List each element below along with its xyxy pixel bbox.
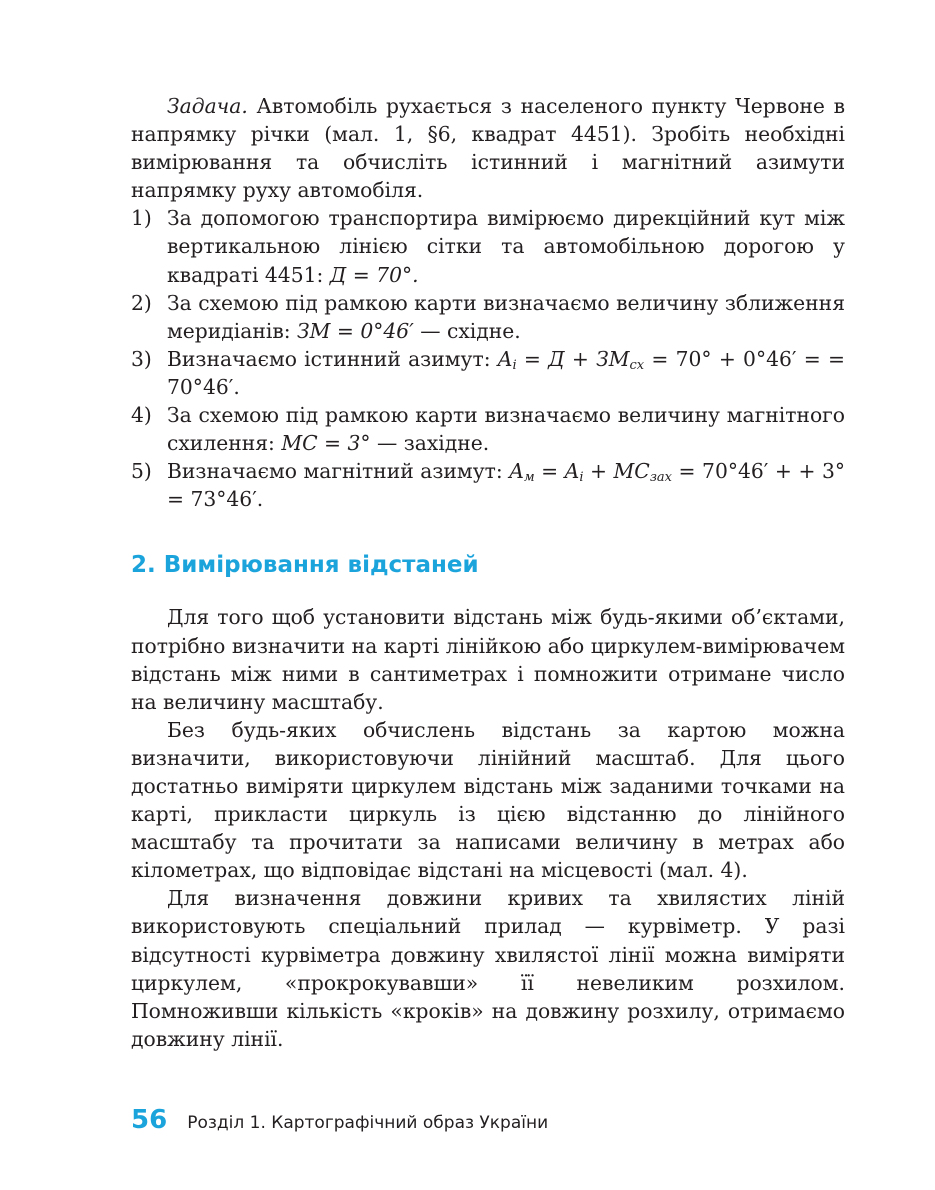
step-1 [131,204,845,288]
step-text: За схемою під рамкою карти визначаємо величину зближення меридіанів: [167,290,845,343]
step-4 [131,401,845,457]
section-paragraph-3: Для визначення довжини кривих та хвилястих ліній використовують спеціальний прилад — курвіметр. У разі відсутності курвіметра довжину хвилястої лінії можна виміряти циркулем, «прокрокувавши» її невеликим розхилом. Помноживши кількість «кроків» на довжину розхилу, отримаємо довжину лінії. [131,886,845,1051]
step-number: 5) [131,459,152,484]
step-text: За схемою під рамкою карти визначаємо величину магнітного схилення: [167,403,845,456]
task-text: Автомобіль рухається з населеного пункту Червоне в напрямку річки (мал. 1, §6, квадрат 4451). Зробіть необхідні вимірювання та обчисліть істинний і магнітний азимути напрямку руху автомобіля. [131,94,845,203]
formula-rest: = 70° + 0°46′ = = 70°46′. [167,346,846,399]
formula-rest: = 70°46′ + + 3° = 73°46′. [167,459,845,512]
step-formula: МС = 3° [281,431,371,456]
formula-azimuth: A [497,346,513,371]
step-tail: — західне. [370,431,490,456]
formula-sub: i [512,357,517,373]
step-3 [131,345,845,401]
formula-sub: м [523,470,535,486]
step-tail: — східне. [413,318,521,343]
section-heading: 2. Вимірювання відстаней [131,552,479,579]
step-number: 3) [131,346,152,371]
formula-azimuth: A [509,459,524,484]
formula-part: = Д + ЗМ [516,346,630,371]
formula-sub: сх [629,357,645,373]
step-2 [131,289,845,345]
formula-part: + МС [583,459,650,484]
steps-list [131,204,845,513]
page-number: 56 [131,1105,168,1135]
formula-sub: зах [649,470,673,486]
task-paragraph [131,92,845,204]
step-number: 2) [131,290,152,315]
section-paragraph-2: Без будь-яких обчислень відстань за картою можна визначити, використовуючи лінійний масштаб. Для цього достатньо виміряти циркулем відстань між заданими точками на карті, прикласти циркуль із цією відстанню до лінійного масштабу та прочитати за написами величину в метрах або кілометрах, що відповідає відстані на місцевості (мал. 4). [131,717,845,883]
task-label: Задача. [167,94,248,118]
step-number: 1) [131,206,152,231]
step-formula: ЗМ = 0°46′ [297,318,414,343]
page-footer [131,1105,548,1135]
formula-part: = A [534,459,580,484]
step-formula: Д = 70°. [329,262,419,287]
step-text: Визначаємо істинний азимут: [167,346,498,371]
step-number: 4) [131,403,152,428]
chapter-title: Розділ 1. Картографічний образ України [187,1113,549,1133]
section-paragraph-1: Для того щоб установити відстань між будь-якими об’єктами, потрібно визначити на карті лінійкою або циркулем-вимірювачем відстань між ними в сантиметрах і помножити отримане число на величину масштабу. [131,605,845,714]
formula-sub: i [579,470,584,486]
step-text: За допомогою транспортира вимірюємо дирекційний кут між вертикальною лінією сітки та автомобільною дорогою у квадраті 4451: [167,206,845,287]
page-content [131,92,845,1053]
step-5 [131,457,845,513]
step-text: Визначаємо магнітний азимут: [167,459,510,484]
